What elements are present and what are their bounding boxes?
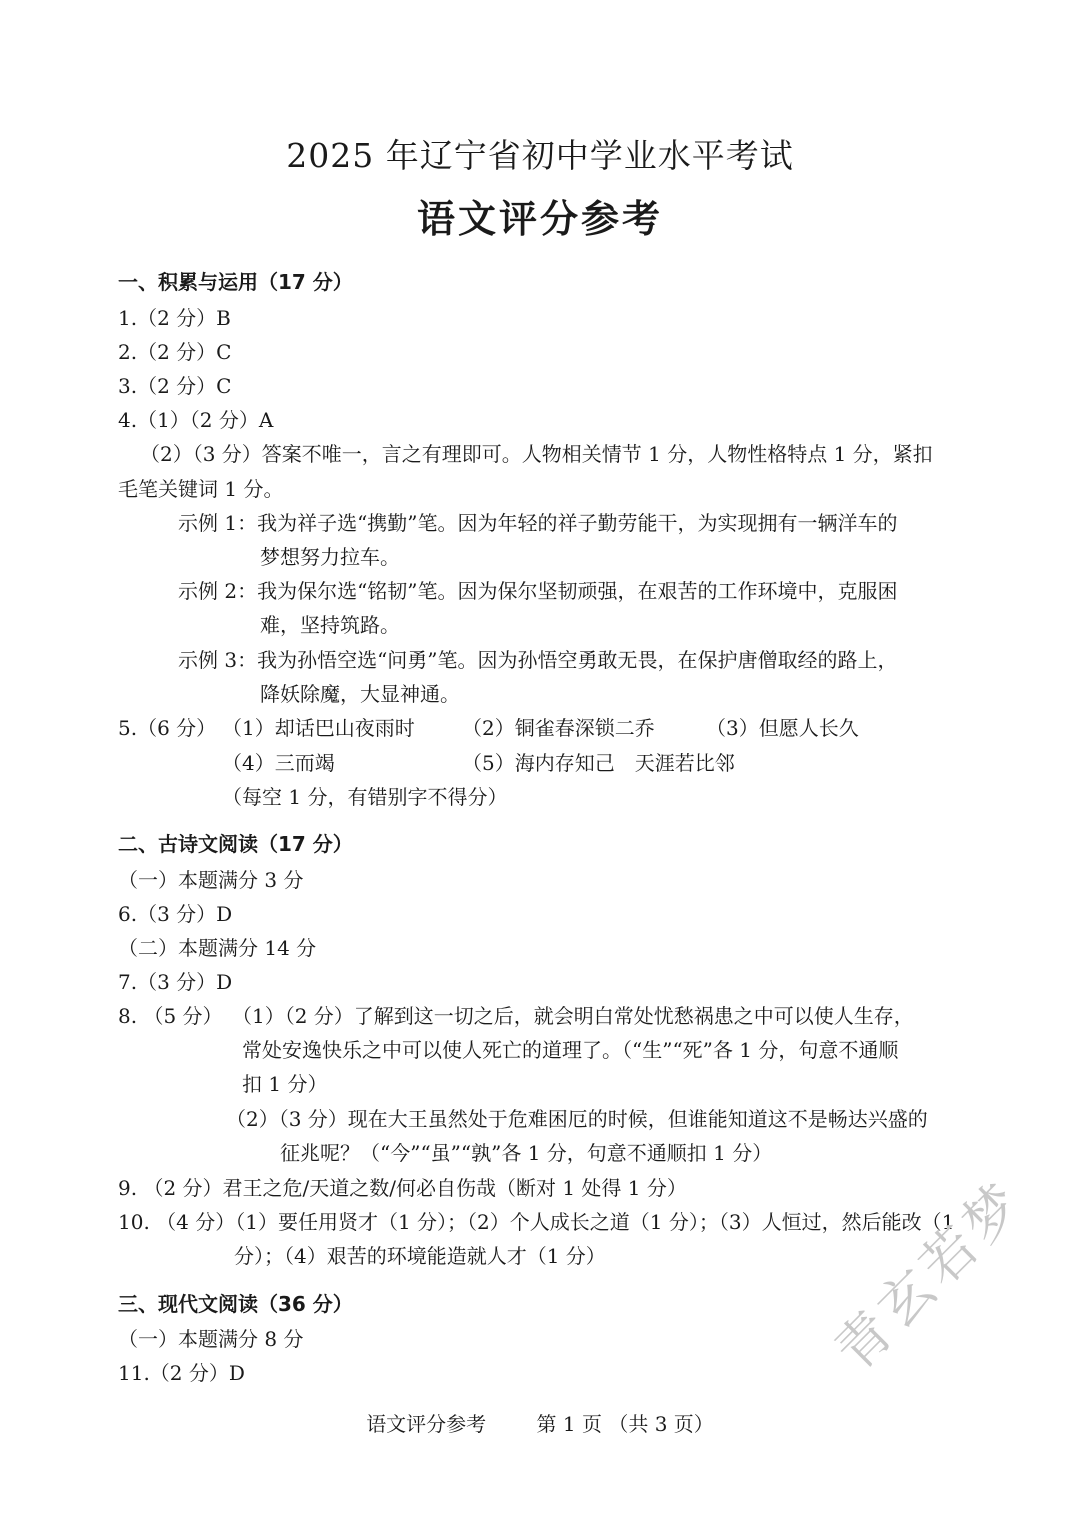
answer-q3: 3.（2 分）C	[118, 374, 232, 398]
answer-q5-2: （2）铜雀春深锁二乔	[462, 716, 655, 740]
answer-q8-1-line2: 常处安逸快乐之中可以使人死亡的道理了。（“生”“死”各 1 分，句意不通顺	[242, 1038, 899, 1062]
answer-q5-prefix: 5.（6 分）	[118, 716, 217, 740]
sub-part-2: （二）本题满分 14 分	[118, 936, 317, 960]
answer-q8-2-line2: 征兆呢？（“今”“虽”“孰”各 1 分，句意不通顺扣 1 分）	[280, 1141, 773, 1165]
section-heading-1: 一、积累与运用（17 分）	[118, 270, 353, 294]
sub-part-1: （一）本题满分 3 分	[118, 868, 304, 892]
section-heading-3: 三、现代文阅读（36 分）	[118, 1292, 353, 1316]
answer-q11: 11.（2 分）D	[118, 1361, 245, 1385]
watermark-text: 青玄若梦	[822, 1168, 1038, 1383]
answer-q8-1-line3: 扣 1 分）	[242, 1072, 328, 1096]
page-title: 2025 年辽宁省初中学业水平考试	[286, 136, 794, 175]
answer-q5-1: （1）却话巴山夜雨时	[222, 716, 415, 740]
answer-q5-4: （4）三而竭	[222, 751, 335, 775]
answer-q10-line2: 分）；（4）艰苦的环境能造就人才（1 分）	[234, 1244, 606, 1268]
answer-q6: 6.（3 分）D	[118, 902, 233, 926]
example-3-line1: 示例 3：我为孙悟空选“问勇”笔。因为孙悟空勇敢无畏，在保护唐僧取经的路上，	[178, 648, 898, 672]
answer-q5-5: （5）海内存知己 天涯若比邻	[462, 751, 735, 775]
footer-doc-name: 语文评分参考	[366, 1412, 487, 1436]
answer-q8-prefix: 8. （5 分）	[118, 1004, 223, 1028]
page-footer	[0, 1410, 1080, 1438]
example-1-line2: 梦想努力拉车。	[260, 545, 400, 569]
example-2-line2: 难，坚持筑路。	[260, 613, 400, 637]
answer-q9: 9. （2 分）君王之危/天道之数/何必自伤哉（断对 1 处得 1 分）	[118, 1176, 687, 1200]
answer-q8-1-line1: （1）（2 分）了解到这一切之后，就会明白常处忧愁祸患之中可以使人生存，	[232, 1004, 914, 1028]
answer-q5-note: （每空 1 分，有错别字不得分）	[222, 785, 508, 809]
section-heading-2: 二、古诗文阅读（17 分）	[118, 832, 353, 856]
example-1-line1: 示例 1：我为祥子选“携勤”笔。因为年轻的祥子勤劳能干，为实现拥有一辆洋车的	[178, 511, 898, 535]
answer-q4-2-line2: 毛笔关键词 1 分。	[118, 477, 284, 501]
sub-part-3-1: （一）本题满分 8 分	[118, 1327, 304, 1351]
page-subtitle: 语文评分参考	[416, 197, 663, 241]
answer-q5-3: （3）但愿人长久	[706, 716, 859, 740]
answer-q4-1: 4.（1）（2 分）A	[118, 408, 274, 432]
answer-q2: 2.（2 分）C	[118, 340, 232, 364]
answer-q10-line1: 10. （4 分）（1）要任用贤才（1 分）；（2）个人成长之道（1 分）；（3）人恒过，然后能改（1	[118, 1210, 955, 1234]
answer-q7: 7.（3 分）D	[118, 970, 233, 994]
example-2-line1: 示例 2：我为保尔选“铭韧”笔。因为保尔坚韧顽强，在艰苦的工作环境中，克服困	[178, 579, 898, 603]
footer-page-info: 第 1 页 （共 3 页）	[536, 1412, 714, 1436]
answer-q8-2-line1: （2）（3 分）现在大王虽然处于危难困厄的时候，但谁能知道这不是畅达兴盛的	[226, 1107, 928, 1131]
answer-q1: 1.（2 分）B	[118, 306, 231, 330]
answer-q4-2-line1: （2）（3 分）答案不唯一，言之有理即可。人物相关情节 1 分，人物性格特点 1 分，紧扣	[140, 442, 933, 466]
example-3-line2: 降妖除魔，大显神通。	[260, 682, 460, 706]
